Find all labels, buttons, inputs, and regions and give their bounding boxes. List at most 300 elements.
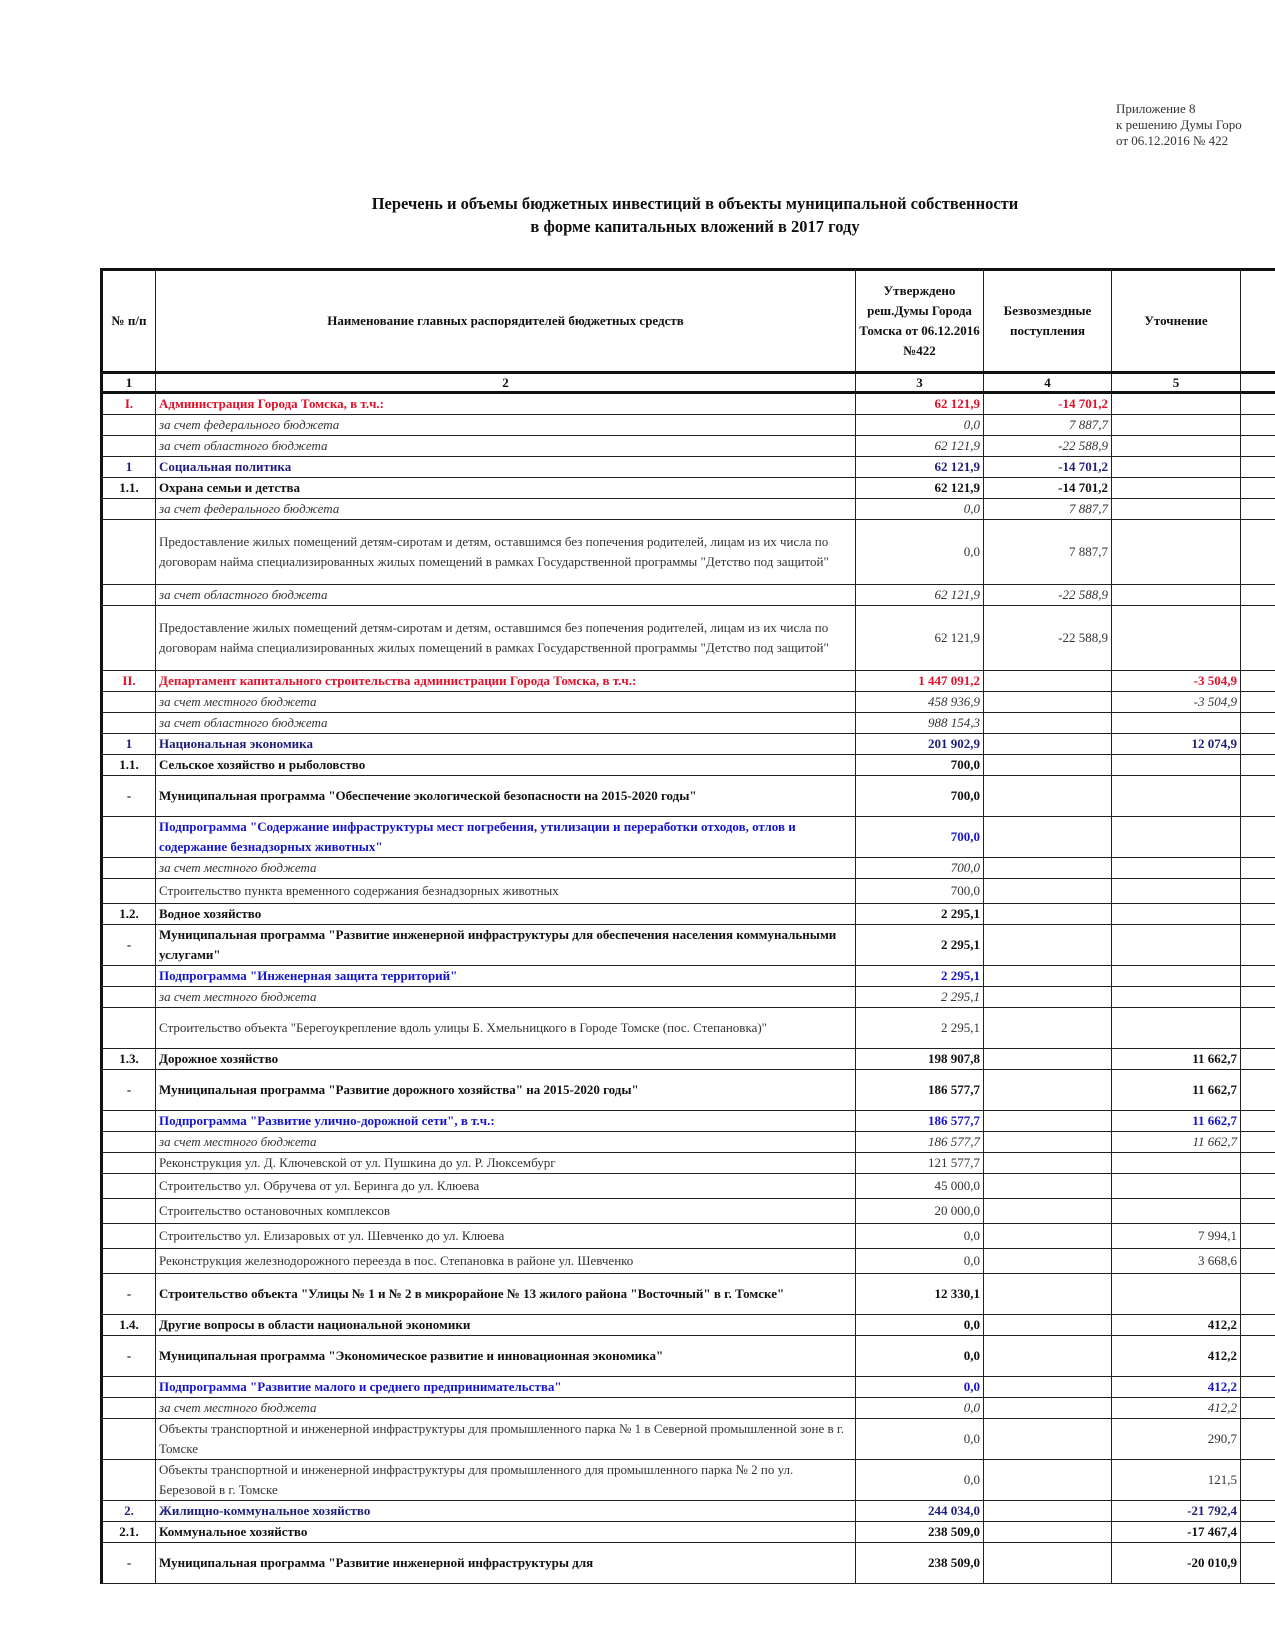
title-line-1: Перечень и объемы бюджетных инвестиций в объекты муниципальной собственности [371, 194, 1019, 213]
row-extra-cell [1241, 1419, 1275, 1460]
row-name: Подпрограмма "Содержание инфраструктуры мест погребения, утилизации и переработки отходов, отлов и содержание безнадзорных животных" [156, 817, 856, 858]
row-name: Подпрограмма "Инженерная защита территорий" [156, 966, 856, 987]
row-grants-value [984, 1460, 1112, 1501]
row-name: за счет областного бюджета [156, 436, 856, 457]
row-clarification-value: 412,2 [1112, 1377, 1241, 1398]
row-grants-value [984, 671, 1112, 692]
row-number [102, 1153, 156, 1174]
row-approved-value: 700,0 [856, 817, 984, 858]
row-grants-value [984, 1249, 1112, 1274]
row-clarification-value: 7 994,1 [1112, 1224, 1241, 1249]
row-clarification-value [1112, 606, 1241, 671]
row-extra-cell [1241, 1377, 1275, 1398]
row-grants-value [984, 1522, 1112, 1543]
row-approved-value: 121 577,7 [856, 1153, 984, 1174]
row-extra-cell [1241, 776, 1275, 817]
row-number: 1 [102, 734, 156, 755]
row-extra-cell [1241, 1224, 1275, 1249]
title-line-2: в форме капитальных вложений в 2017 году [530, 217, 860, 236]
row-name: Национальная экономика [156, 734, 856, 755]
row-number: 1.1. [102, 478, 156, 499]
row-name: Муниципальная программа "Экономическое развитие и инновационная экономика" [156, 1336, 856, 1377]
table-row [102, 1501, 1275, 1522]
row-extra-cell [1241, 1111, 1275, 1132]
row-approved-value: 2 295,1 [856, 987, 984, 1008]
row-clarification-value: -17 467,4 [1112, 1522, 1241, 1543]
row-grants-value [984, 1111, 1112, 1132]
col-number: 4 [984, 373, 1112, 393]
row-name: Муниципальная программа "Развитие инженерной инфраструктуры для [156, 1543, 856, 1584]
row-extra-cell [1241, 1049, 1275, 1070]
table-row [102, 1224, 1275, 1249]
row-grants-value [984, 987, 1112, 1008]
row-grants-value [984, 1132, 1112, 1153]
row-number [102, 1460, 156, 1501]
row-name: Муниципальная программа "Обеспечение экологической безопасности на 2015-2020 годы" [156, 776, 856, 817]
row-approved-value: 186 577,7 [856, 1132, 984, 1153]
row-approved-value: 2 295,1 [856, 904, 984, 925]
row-approved-value: 0,0 [856, 1315, 984, 1336]
row-approved-value: 700,0 [856, 755, 984, 776]
row-clarification-value [1112, 457, 1241, 478]
row-number [102, 713, 156, 734]
header-num: № п/п [102, 270, 156, 373]
row-clarification-value [1112, 817, 1241, 858]
table-row [102, 1132, 1275, 1153]
row-grants-value: 7 887,7 [984, 415, 1112, 436]
row-clarification-value [1112, 713, 1241, 734]
row-extra-cell [1241, 1460, 1275, 1501]
row-grants-value [984, 692, 1112, 713]
row-number [102, 520, 156, 585]
row-grants-value [984, 1501, 1112, 1522]
row-grants-value [984, 1008, 1112, 1049]
row-clarification-value [1112, 478, 1241, 499]
row-approved-value: 988 154,3 [856, 713, 984, 734]
appendix-line-2: к решению Думы Горо [1116, 117, 1242, 132]
row-extra-cell [1241, 478, 1275, 499]
row-name: Охрана семьи и детства [156, 478, 856, 499]
row-name: Департамент капитального строительства администрации Города Томска, в т.ч.: [156, 671, 856, 692]
table-row [102, 585, 1275, 606]
table-row [102, 776, 1275, 817]
row-clarification-value [1112, 1008, 1241, 1049]
row-clarification-value [1112, 415, 1241, 436]
row-extra-cell [1241, 499, 1275, 520]
row-name: за счет местного бюджета [156, 1132, 856, 1153]
row-clarification-value [1112, 1274, 1241, 1315]
row-number: - [102, 1543, 156, 1584]
row-number [102, 1008, 156, 1049]
row-number: 1.2. [102, 904, 156, 925]
table-row [102, 1153, 1275, 1174]
row-extra-cell [1241, 817, 1275, 858]
row-grants-value [984, 1274, 1112, 1315]
row-grants-value [984, 904, 1112, 925]
table-row [102, 671, 1275, 692]
row-extra-cell [1241, 1274, 1275, 1315]
header-name: Наименование главных распорядителей бюджетных средств [156, 270, 856, 373]
row-grants-value [984, 1398, 1112, 1419]
col-number: 3 [856, 373, 984, 393]
row-number [102, 606, 156, 671]
table-row [102, 478, 1275, 499]
header-approved: Утверждено реш.Думы Города Томска от 06.12.2016 №422 [856, 270, 984, 373]
row-approved-value: 62 121,9 [856, 393, 984, 415]
row-number [102, 1419, 156, 1460]
row-approved-value: 0,0 [856, 1224, 984, 1249]
row-number [102, 436, 156, 457]
row-approved-value: 186 577,7 [856, 1111, 984, 1132]
row-clarification-value: 12 074,9 [1112, 734, 1241, 755]
row-approved-value: 0,0 [856, 499, 984, 520]
row-extra-cell [1241, 1543, 1275, 1584]
table-row [102, 457, 1275, 478]
row-clarification-value [1112, 755, 1241, 776]
row-name: Водное хозяйство [156, 904, 856, 925]
header-grants: Безвозмездные поступления [984, 270, 1112, 373]
row-number: - [102, 1070, 156, 1111]
row-clarification-value [1112, 520, 1241, 585]
table-row [102, 1008, 1275, 1049]
row-grants-value [984, 776, 1112, 817]
row-approved-value: 62 121,9 [856, 585, 984, 606]
row-approved-value: 20 000,0 [856, 1199, 984, 1224]
row-name: Жилищно-коммунальное хозяйство [156, 1501, 856, 1522]
table-row [102, 1070, 1275, 1111]
row-grants-value [984, 925, 1112, 966]
table-row [102, 858, 1275, 879]
table-row [102, 692, 1275, 713]
row-extra-cell [1241, 1174, 1275, 1199]
row-extra-cell [1241, 415, 1275, 436]
table-row [102, 1336, 1275, 1377]
row-clarification-value [1112, 987, 1241, 1008]
row-approved-value: 62 121,9 [856, 457, 984, 478]
row-extra-cell [1241, 520, 1275, 585]
row-extra-cell [1241, 1070, 1275, 1111]
row-grants-value [984, 1377, 1112, 1398]
table-row [102, 755, 1275, 776]
table-body [102, 393, 1275, 1584]
row-name: Реконструкция ул. Д. Ключевской от ул. Пушкина до ул. Р. Люксембург [156, 1153, 856, 1174]
row-extra-cell [1241, 1398, 1275, 1419]
appendix-line-3: от 06.12.2016 № 422 [1116, 133, 1229, 148]
row-grants-value: 7 887,7 [984, 520, 1112, 585]
row-number: - [102, 1274, 156, 1315]
row-number: 2. [102, 1501, 156, 1522]
column-numbers-row [102, 373, 1275, 393]
row-number [102, 1199, 156, 1224]
row-number [102, 1174, 156, 1199]
row-clarification-value: 11 662,7 [1112, 1111, 1241, 1132]
row-number [102, 1249, 156, 1274]
table-row [102, 987, 1275, 1008]
row-clarification-value: 412,2 [1112, 1336, 1241, 1377]
row-clarification-value: 11 662,7 [1112, 1049, 1241, 1070]
row-number [102, 966, 156, 987]
row-name: Муниципальная программа "Развитие инженерной инфраструктуры для обеспечения населения коммунальными услугами" [156, 925, 856, 966]
row-approved-value: 2 295,1 [856, 1008, 984, 1049]
row-number [102, 1224, 156, 1249]
row-name: Муниципальная программа "Развитие дорожного хозяйства" на 2015-2020 годы" [156, 1070, 856, 1111]
row-approved-value: 201 902,9 [856, 734, 984, 755]
row-clarification-value [1112, 966, 1241, 987]
row-extra-cell [1241, 987, 1275, 1008]
row-extra-cell [1241, 1249, 1275, 1274]
row-grants-value: -22 588,9 [984, 436, 1112, 457]
row-grants-value [984, 1174, 1112, 1199]
table-row [102, 734, 1275, 755]
table-row [102, 1543, 1275, 1584]
row-name: за счет местного бюджета [156, 987, 856, 1008]
row-name: Строительство объекта "Улицы № 1 и № 2 в микрорайоне № 13 жилого района "Восточный" в г. Томске" [156, 1274, 856, 1315]
header-clarification: Уточнение [1112, 270, 1241, 373]
row-approved-value: 0,0 [856, 1460, 984, 1501]
row-approved-value: 0,0 [856, 1398, 984, 1419]
row-clarification-value: 11 662,7 [1112, 1070, 1241, 1111]
row-approved-value: 2 295,1 [856, 925, 984, 966]
row-name: Подпрограмма "Развитие улично-дорожной сети", в т.ч.: [156, 1111, 856, 1132]
row-clarification-value [1112, 436, 1241, 457]
col-number [1241, 373, 1275, 393]
row-approved-value: 700,0 [856, 776, 984, 817]
row-number [102, 817, 156, 858]
table-header-row [102, 270, 1275, 373]
row-extra-cell [1241, 755, 1275, 776]
row-grants-value: -14 701,2 [984, 478, 1112, 499]
row-name: за счет местного бюджета [156, 858, 856, 879]
row-extra-cell [1241, 692, 1275, 713]
col-number: 5 [1112, 373, 1241, 393]
row-clarification-value [1112, 1199, 1241, 1224]
row-grants-value [984, 713, 1112, 734]
row-extra-cell [1241, 1501, 1275, 1522]
row-grants-value [984, 817, 1112, 858]
row-approved-value: 45 000,0 [856, 1174, 984, 1199]
row-grants-value [984, 1199, 1112, 1224]
row-grants-value [984, 966, 1112, 987]
row-clarification-value [1112, 925, 1241, 966]
row-number [102, 1398, 156, 1419]
row-grants-value [984, 1543, 1112, 1584]
appendix-line-1: Приложение 8 [1116, 101, 1196, 116]
row-approved-value: 62 121,9 [856, 436, 984, 457]
row-clarification-value [1112, 499, 1241, 520]
investment-table [100, 268, 1275, 1584]
row-approved-value: 244 034,0 [856, 1501, 984, 1522]
row-approved-value: 0,0 [856, 520, 984, 585]
row-grants-value: 7 887,7 [984, 499, 1112, 520]
row-extra-cell [1241, 606, 1275, 671]
row-name: Строительство пункта временного содержания безнадзорных животных [156, 879, 856, 904]
row-clarification-value [1112, 1174, 1241, 1199]
table-row [102, 415, 1275, 436]
row-number [102, 879, 156, 904]
row-clarification-value: -3 504,9 [1112, 671, 1241, 692]
row-number [102, 499, 156, 520]
row-approved-value: 238 509,0 [856, 1543, 984, 1584]
row-number: I. [102, 393, 156, 415]
row-name: Строительство остановочных комплексов [156, 1199, 856, 1224]
row-grants-value [984, 755, 1112, 776]
row-grants-value: -14 701,2 [984, 457, 1112, 478]
row-number: 1 [102, 457, 156, 478]
row-extra-cell [1241, 925, 1275, 966]
row-name: Строительство объекта "Берегоукрепление вдоль улицы Б. Хмельницкого в Городе Томске (пос. Степановка)" [156, 1008, 856, 1049]
row-name: Строительство ул. Елизаровых от ул. Шевченко до ул. Клюева [156, 1224, 856, 1249]
table-row [102, 520, 1275, 585]
row-number: 1.4. [102, 1315, 156, 1336]
row-number [102, 692, 156, 713]
row-extra-cell [1241, 1199, 1275, 1224]
row-clarification-value: 11 662,7 [1112, 1132, 1241, 1153]
row-grants-value [984, 1224, 1112, 1249]
row-grants-value [984, 1153, 1112, 1174]
row-grants-value [984, 879, 1112, 904]
row-name: Социальная политика [156, 457, 856, 478]
row-extra-cell [1241, 1132, 1275, 1153]
row-approved-value: 0,0 [856, 1419, 984, 1460]
col-number: 2 [156, 373, 856, 393]
row-clarification-value: 412,2 [1112, 1315, 1241, 1336]
table-row [102, 1460, 1275, 1501]
row-extra-cell [1241, 713, 1275, 734]
row-approved-value: 0,0 [856, 415, 984, 436]
row-grants-value: -22 588,9 [984, 585, 1112, 606]
table-row [102, 393, 1275, 415]
row-name: за счет местного бюджета [156, 1398, 856, 1419]
row-extra-cell [1241, 904, 1275, 925]
table-row [102, 1111, 1275, 1132]
row-number [102, 1132, 156, 1153]
row-name: Объекты транспортной и инженерной инфраструктуры для промышленного для промышленного парка № 2 по ул. Березовой в г. Томске [156, 1460, 856, 1501]
row-grants-value [984, 858, 1112, 879]
row-extra-cell [1241, 1336, 1275, 1377]
row-approved-value: 198 907,8 [856, 1049, 984, 1070]
row-name: Предоставление жилых помещений детям-сиротам и детям, оставшимся без попечения родителей, лицам из их числа по договорам найма специализированных жилых помещений в рамках Государственной программы "Детство под защитой" [156, 520, 856, 585]
row-grants-value [984, 1336, 1112, 1377]
row-clarification-value: 3 668,6 [1112, 1249, 1241, 1274]
table-row [102, 904, 1275, 925]
row-name: Сельское хозяйство и рыболовство [156, 755, 856, 776]
table-row [102, 966, 1275, 987]
row-name: Подпрограмма "Развитие малого и среднего предпринимательства" [156, 1377, 856, 1398]
row-name: за счет федерального бюджета [156, 415, 856, 436]
row-name: за счет областного бюджета [156, 713, 856, 734]
table-row [102, 925, 1275, 966]
row-number: II. [102, 671, 156, 692]
row-number [102, 1111, 156, 1132]
row-number: - [102, 925, 156, 966]
row-grants-value [984, 1419, 1112, 1460]
appendix-note [1116, 101, 1242, 149]
table-row [102, 1174, 1275, 1199]
row-approved-value: 0,0 [856, 1377, 984, 1398]
table-row [102, 1199, 1275, 1224]
table-row [102, 1049, 1275, 1070]
row-number [102, 858, 156, 879]
row-extra-cell [1241, 1008, 1275, 1049]
row-approved-value: 186 577,7 [856, 1070, 984, 1111]
row-clarification-value [1112, 776, 1241, 817]
row-extra-cell [1241, 858, 1275, 879]
row-number: - [102, 1336, 156, 1377]
row-name: Строительство ул. Обручева от ул. Беринга до ул. Клюева [156, 1174, 856, 1199]
row-name: Администрация Города Томска, в т.ч.: [156, 393, 856, 415]
row-grants-value [984, 1315, 1112, 1336]
row-extra-cell [1241, 1315, 1275, 1336]
table-row [102, 817, 1275, 858]
table-row [102, 1315, 1275, 1336]
table-row [102, 499, 1275, 520]
row-clarification-value [1112, 585, 1241, 606]
table-row [102, 1398, 1275, 1419]
row-extra-cell [1241, 966, 1275, 987]
row-name: Другие вопросы в области национальной экономики [156, 1315, 856, 1336]
row-extra-cell [1241, 879, 1275, 904]
row-approved-value: 62 121,9 [856, 478, 984, 499]
table-row [102, 1419, 1275, 1460]
row-approved-value: 458 936,9 [856, 692, 984, 713]
row-clarification-value: 412,2 [1112, 1398, 1241, 1419]
row-approved-value: 0,0 [856, 1336, 984, 1377]
row-name: за счет местного бюджета [156, 692, 856, 713]
document-title [300, 192, 1090, 238]
table-row [102, 713, 1275, 734]
header-extra [1241, 270, 1275, 373]
row-name: за счет федерального бюджета [156, 499, 856, 520]
row-number: 1.3. [102, 1049, 156, 1070]
row-extra-cell [1241, 1153, 1275, 1174]
row-extra-cell [1241, 734, 1275, 755]
row-approved-value: 700,0 [856, 879, 984, 904]
row-clarification-value: 290,7 [1112, 1419, 1241, 1460]
row-approved-value: 1 447 091,2 [856, 671, 984, 692]
row-approved-value: 62 121,9 [856, 606, 984, 671]
row-approved-value: 0,0 [856, 1249, 984, 1274]
row-name: Предоставление жилых помещений детям-сиротам и детям, оставшимся без попечения родителей, лицам из их числа по договорам найма специализированных жилых помещений в рамках Государственной программы "Детство под защитой" [156, 606, 856, 671]
row-grants-value: -22 588,9 [984, 606, 1112, 671]
row-clarification-value [1112, 1153, 1241, 1174]
table-row [102, 1377, 1275, 1398]
row-name: Коммунальное хозяйство [156, 1522, 856, 1543]
row-approved-value: 238 509,0 [856, 1522, 984, 1543]
row-number [102, 1377, 156, 1398]
table-row [102, 879, 1275, 904]
row-extra-cell [1241, 457, 1275, 478]
row-name: Реконструкция железнодорожного переезда в пос. Степановка в районе ул. Шевченко [156, 1249, 856, 1274]
row-clarification-value: 121,5 [1112, 1460, 1241, 1501]
col-number: 1 [102, 373, 156, 393]
row-clarification-value: -21 792,4 [1112, 1501, 1241, 1522]
row-clarification-value [1112, 879, 1241, 904]
row-approved-value: 12 330,1 [856, 1274, 984, 1315]
row-extra-cell [1241, 671, 1275, 692]
row-number [102, 585, 156, 606]
row-number: 2.1. [102, 1522, 156, 1543]
row-extra-cell [1241, 436, 1275, 457]
table-row [102, 1249, 1275, 1274]
row-number: 1.1. [102, 755, 156, 776]
row-name: Объекты транспортной и инженерной инфраструктуры для промышленного парка № 1 в Северной промышленной зоне в г. Томске [156, 1419, 856, 1460]
table-row [102, 606, 1275, 671]
row-name: за счет областного бюджета [156, 585, 856, 606]
row-grants-value: -14 701,2 [984, 393, 1112, 415]
row-clarification-value [1112, 858, 1241, 879]
row-approved-value: 2 295,1 [856, 966, 984, 987]
row-extra-cell [1241, 1522, 1275, 1543]
